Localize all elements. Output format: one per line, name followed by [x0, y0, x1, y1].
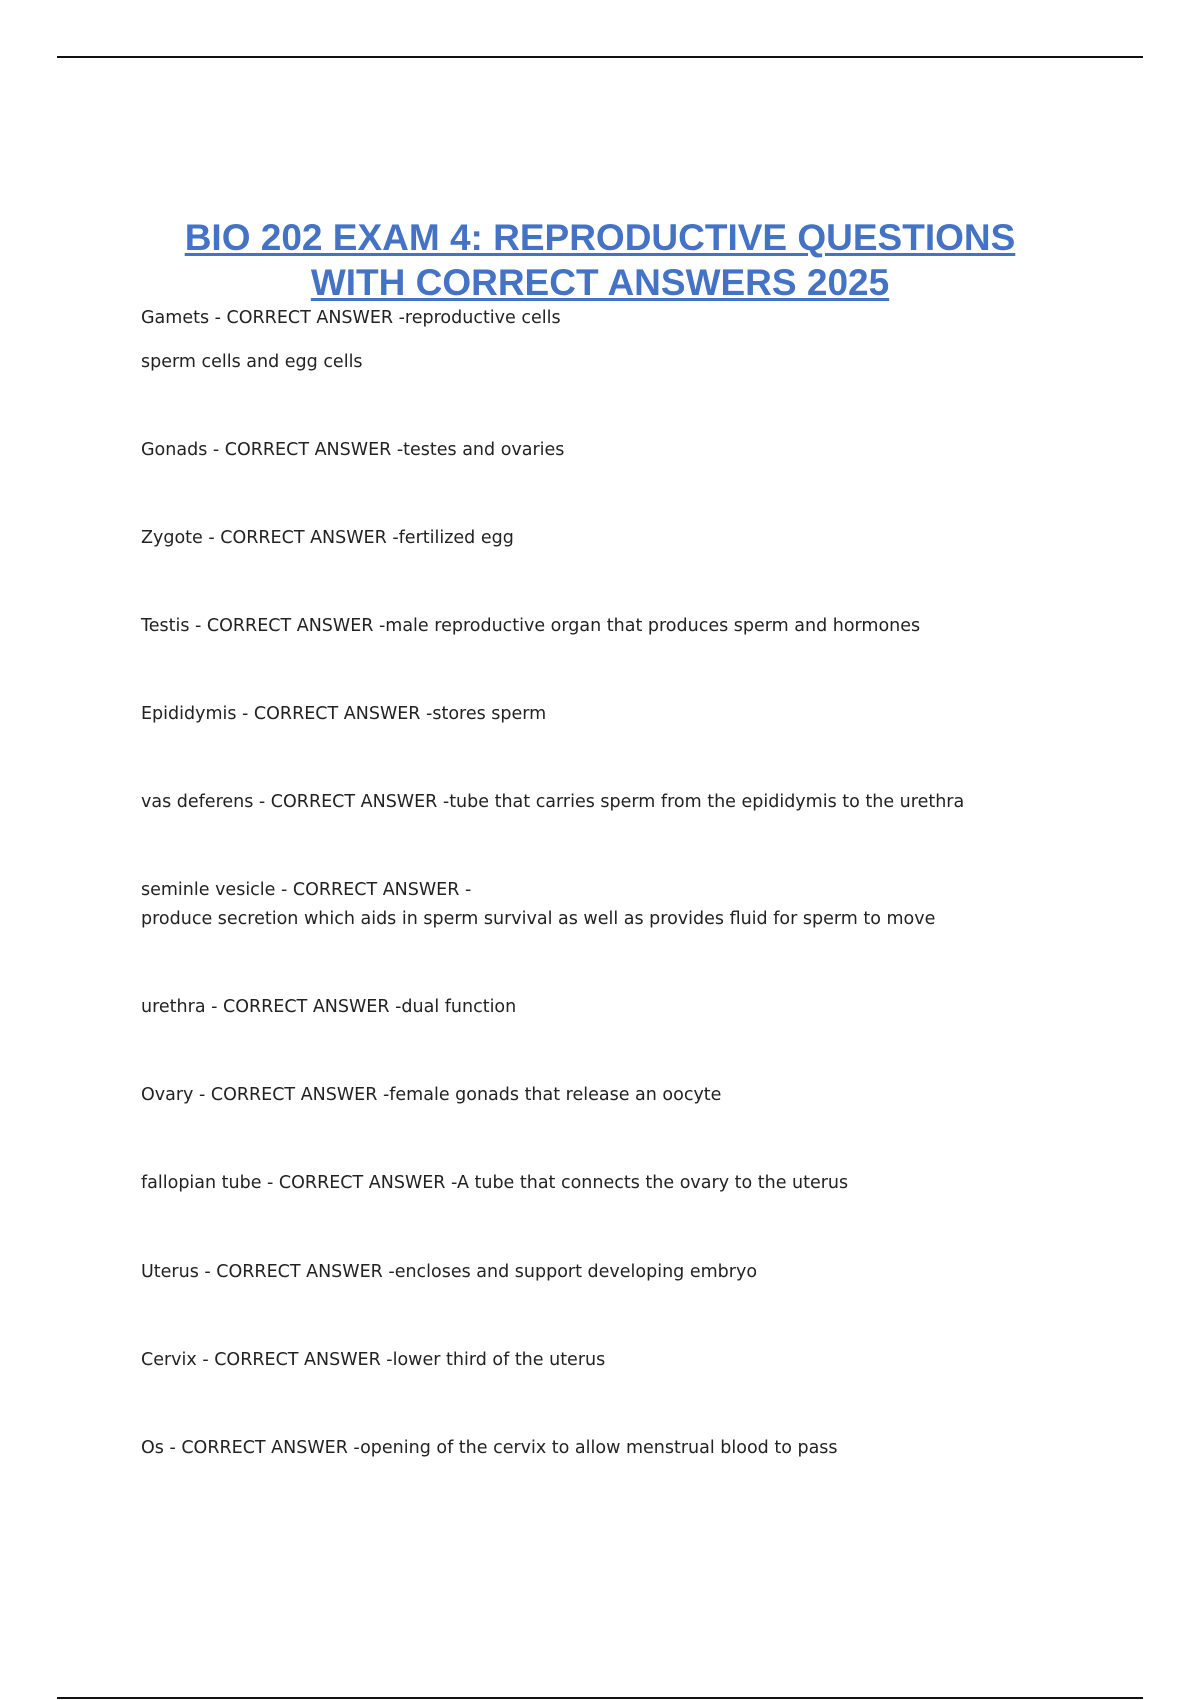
entry-vas-deferens	[141, 788, 1141, 817]
entry-testis	[141, 612, 1141, 641]
entry-text: urethra - CORRECT ANSWER -dual function	[141, 997, 517, 1017]
entry-text: seminle vesicle - CORRECT ANSWER -	[141, 880, 472, 900]
entry-fallopian-tube	[141, 1169, 1141, 1198]
title-line-1: BIO 202 EXAM 4: REPRODUCTIVE QUESTIONS	[184, 217, 1016, 258]
entry-text: Testis - CORRECT ANSWER -male reproductive organ that produces sperm and hormones	[141, 616, 921, 636]
entry-text: vas deferens - CORRECT ANSWER -tube that carries sperm from the epididymis to the urethra	[141, 792, 965, 812]
document-title	[0, 215, 1200, 305]
entry-gamets-detail	[141, 348, 1141, 377]
entry-gamets	[141, 304, 1141, 333]
title-line-2: WITH CORRECT ANSWERS 2025	[310, 262, 890, 303]
entry-text-continued: produce secretion which aids in sperm survival as well as provides fluid for sperm to move	[141, 909, 936, 929]
entry-gonads	[141, 436, 1141, 465]
entry-cervix	[141, 1346, 1141, 1375]
entry-ovary	[141, 1081, 1141, 1110]
header-rule	[57, 56, 1143, 58]
entry-urethra	[141, 993, 1141, 1022]
entry-text: Uterus - CORRECT ANSWER -encloses and support developing embryo	[141, 1262, 758, 1282]
entry-text: Gonads - CORRECT ANSWER -testes and ovaries	[141, 440, 565, 460]
entry-text: Epididymis - CORRECT ANSWER -stores sperm	[141, 704, 547, 724]
entry-epididymis	[141, 700, 1141, 729]
entry-text: sperm cells and egg cells	[141, 352, 363, 372]
entry-text: Os - CORRECT ANSWER -opening of the cervix to allow menstrual blood to pass	[141, 1438, 838, 1458]
entry-seminal-vesicle	[141, 876, 1141, 934]
footer-rule	[57, 1697, 1143, 1699]
entry-uterus	[141, 1258, 1141, 1287]
entry-zygote	[141, 524, 1141, 553]
entry-text: Gamets - CORRECT ANSWER -reproductive cells	[141, 308, 561, 328]
entry-text: Cervix - CORRECT ANSWER -lower third of the uterus	[141, 1350, 606, 1370]
entry-os	[141, 1434, 1141, 1463]
entry-text: Zygote - CORRECT ANSWER -fertilized egg	[141, 528, 514, 548]
entry-text: Ovary - CORRECT ANSWER -female gonads that release an oocyte	[141, 1085, 722, 1105]
entry-text: fallopian tube - CORRECT ANSWER -A tube that connects the ovary to the uterus	[141, 1173, 849, 1193]
